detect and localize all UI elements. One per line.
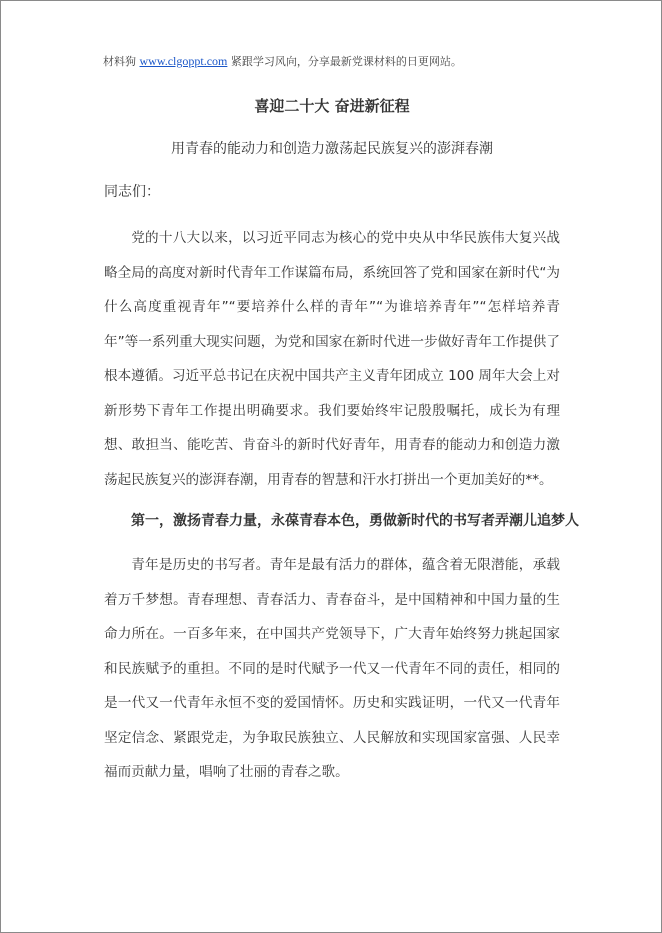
document-subtitle: 用青春的能动力和创造力激荡起民族复兴的澎湃春潮 (171, 141, 493, 157)
document-title: 喜迎二十大 奋进新征程 (254, 97, 410, 115)
body-paragraph-1: 党的十八大以来，以习近平同志为核心的党中央从中华民族伟大复兴战略全局的高度对新时代青年工作谋篇布局，系统回答了党和国家在新时代“为什么高度重视青年”“要培养什么样的青年”“为谁培养青年”“怎样培养青年”等一系列重大现实问题，为党和国家在新时代进一步做好青年工作提供了根本遵循。习近平总书记在庆祝中国共产主义青年团成立 100 周年大会上对新形势下青年工作提出明确要求。我们要始终牢记殷殷嘱托，成长为有理想、敢担当、能吃苦、肯奋斗的新时代好青年，用青春的能动力和创造力激荡起民族复兴的澎湃春潮，用青春的智慧和汗水打拼出一个更加美好的**。 (104, 230, 560, 488)
salutation: 同志们： (104, 184, 160, 200)
site-header (103, 53, 462, 70)
section-heading-1: 第一，激扬青春力量，永葆青春本色，勇做新时代的书写者弄潮儿追梦人 (131, 513, 579, 529)
body-paragraph-2: 青年是历史的书写者。青年是最有活力的群体，蕴含着无限潜能，承载着万千梦想。青春理想、青春活力、青春奋斗，是中国精神和中国力量的生命力所在。一百多年来，在中国共产党领导下，广大青年始终努力挑起国家和民族赋予的重担。不同的是时代赋予一代又一代青年不同的责任，相同的是一代又一代青年永恒不变的爱国情怀。历史和实践证明，一代又一代青年坚定信念、紧跟党走，为争取民族独立、人民解放和实现国家富强、人民幸福而贡献力量，唱响了壮丽的青春之歌。 (104, 557, 560, 780)
header-prefix: 材料狗 (103, 55, 136, 68)
header-suffix: 紧跟学习风向，分享最新党课材料的日更网站。 (230, 55, 462, 68)
site-link[interactable]: www.clgoppt.com (139, 54, 228, 68)
